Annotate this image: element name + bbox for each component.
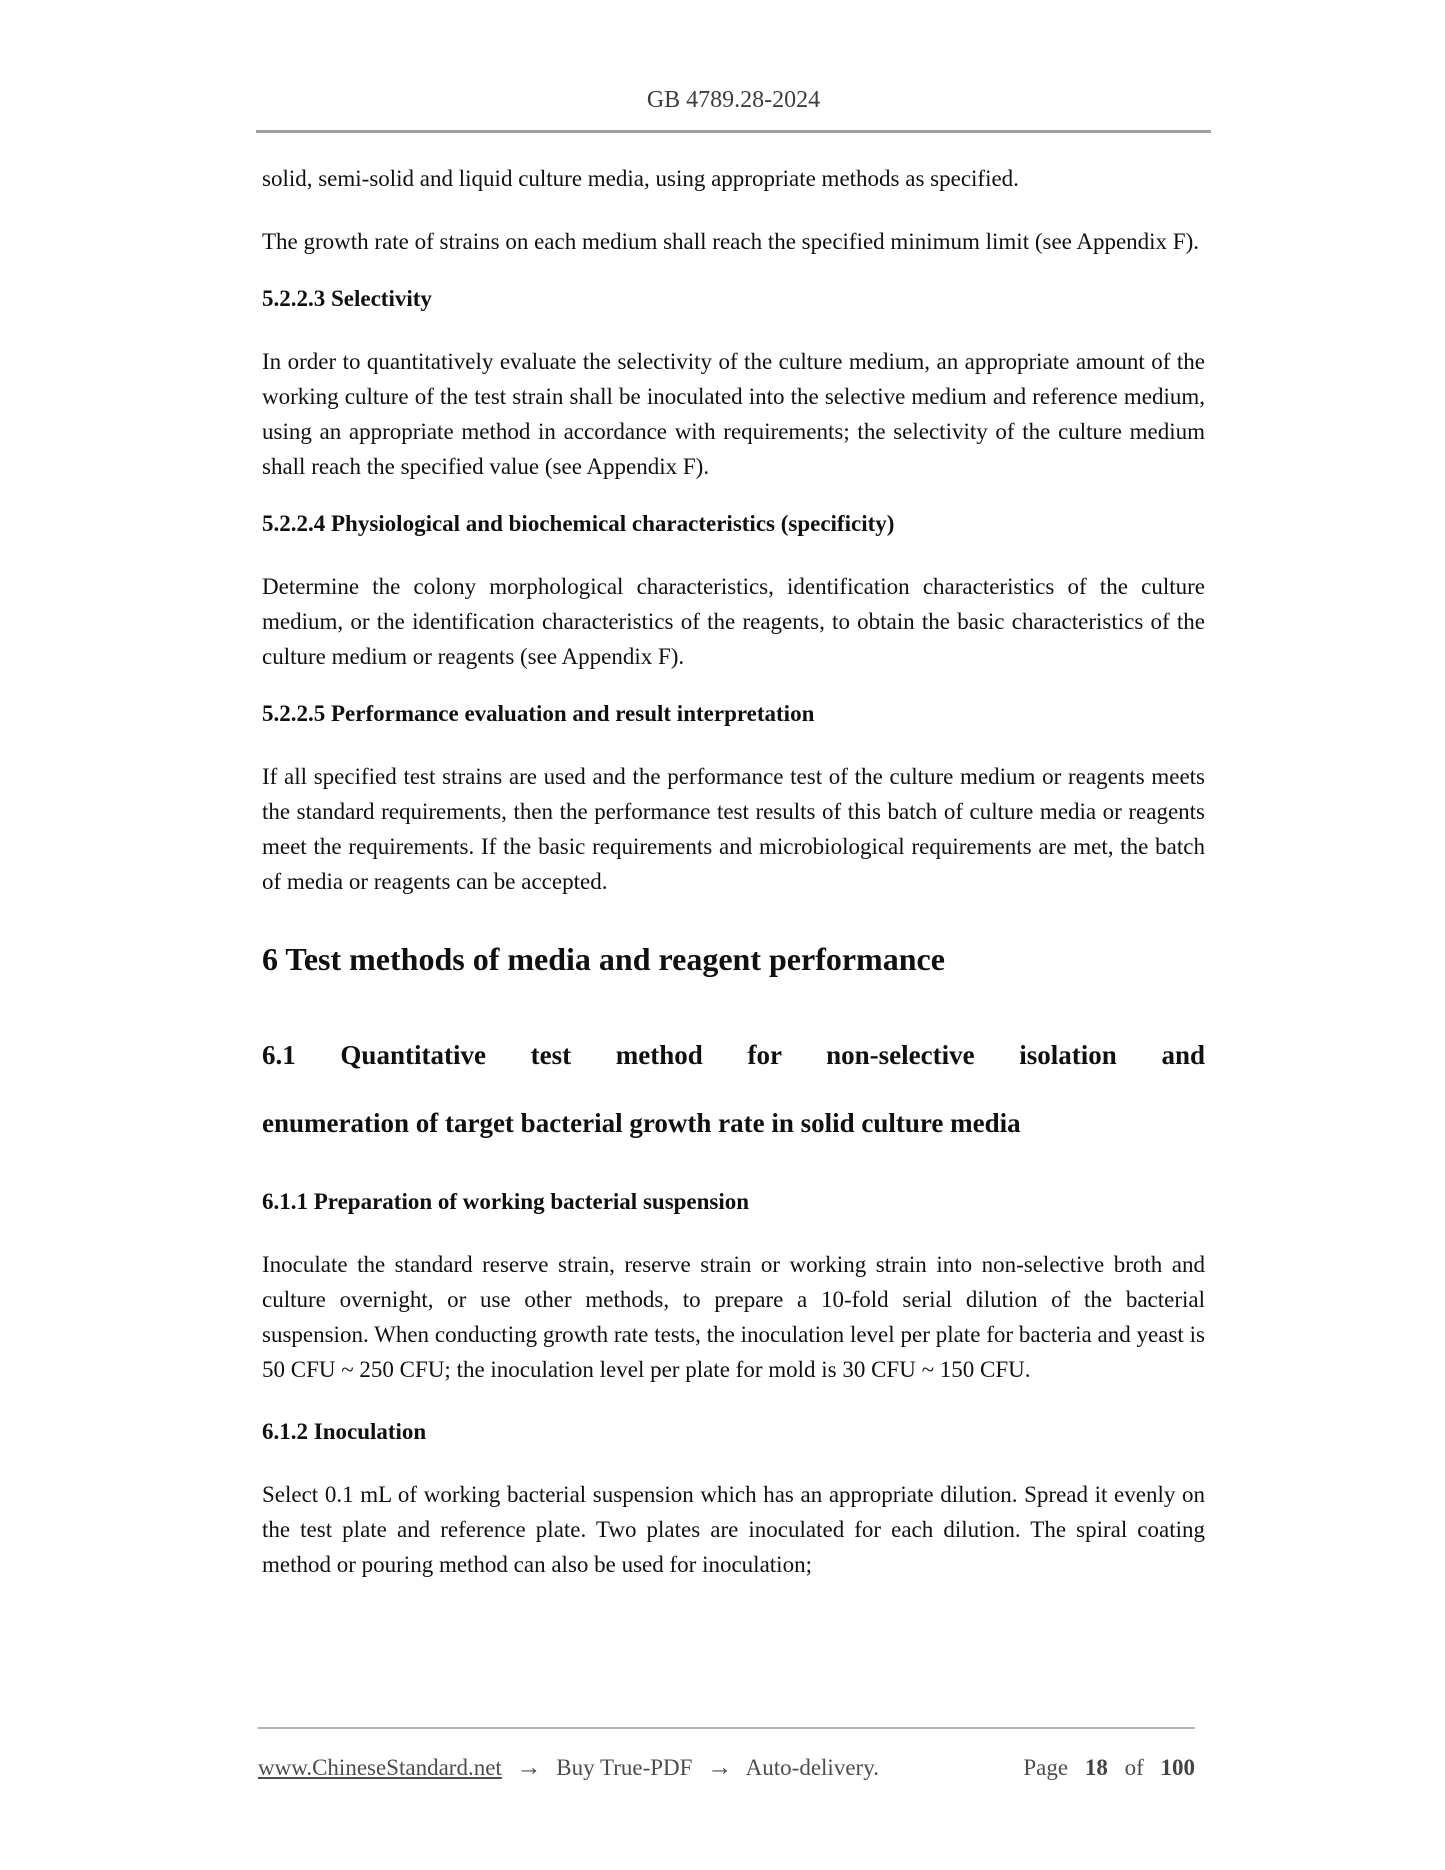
heading-6-test-methods: 6 Test methods of media and reagent performance: [262, 941, 945, 977]
standard-number-header: GB 4789.28-2024: [646, 87, 821, 113]
para-performance-result-interpretation: If all specified test strains are used and the performance test of the culture medium or reagents meets the standard requirements, then the performance test results of this batch of culture media or reagents meet the requirements. If the basic requirements and microbiological requirements are met, the batch of media or reagents can be accepted.: [262, 764, 1205, 894]
para-bacterial-suspension-preparation: Inoculate the standard reserve strain, reserve strain or working strain into non-selective broth and culture overnight, or use other methods, to prepare a 10-fold serial dilution of the bacterial suspension. When conducting growth rate tests, the inoculation level per plate for bacteria and yeast is 50 CFU ~ 250 CFU; the inoculation level per plate for mold is 30 CFU ~ 150 CFU.: [262, 1252, 1205, 1382]
para-growth-rate-limit: The growth rate of strains on each medium shall reach the specified minimum limit (see Appendix F).: [262, 229, 1200, 254]
footer-total-pages: 100: [1160, 1755, 1195, 1780]
heading-6-1-2-inoculation: 6.1.2 Inoculation: [262, 1419, 427, 1444]
heading-6-1-quantitative-test-method: [262, 1021, 1205, 1157]
heading-6-1-1-preparation: 6.1.1 Preparation of working bacterial suspension: [262, 1189, 750, 1214]
heading-6-1-line-2: enumeration of target bacterial growth rate in solid culture media: [262, 1108, 1021, 1138]
para-specificity-determination: Determine the colony morphological characteristics, identification characteristics of the culture medium, or the identification characteristics of the reagents, to obtain the basic characteristics of the culture medium or reagents (see Appendix F).: [262, 574, 1205, 669]
footer-arrow-icon: →: [516, 1754, 542, 1781]
para-inoculation-method: Select 0.1 mL of working bacterial suspension which has an appropriate dilution. Spread it evenly on the test plate and reference plate. Two plates are inoculated for each dilution. The spiral coating method or pouring method can also be used for inoculation;: [262, 1482, 1205, 1577]
heading-5-2-2-5-performance-evaluation: 5.2.2.5 Performance evaluation and result interpretation: [262, 701, 815, 726]
footer-of-label: of: [1124, 1755, 1144, 1780]
footer-row: [258, 1754, 1195, 1782]
footer-page-number: 18: [1084, 1755, 1108, 1780]
footer-page-indicator: [1012, 1755, 1195, 1781]
para-intro-continuation: solid, semi-solid and liquid culture media, using appropriate methods as specified.: [262, 166, 1019, 191]
footer-website-link[interactable]: www.ChineseStandard.net: [258, 1755, 502, 1780]
footer-page-label: Page: [1023, 1755, 1069, 1780]
footer-promo-text: [258, 1754, 888, 1782]
footer-arrow-icon: →: [707, 1754, 733, 1781]
page-footer: [258, 1727, 1195, 1782]
heading-6-1-line-1: 6.1 Quantitative test method for non-selective isolation and: [262, 1040, 1205, 1070]
footer-buy-label: Buy True-PDF: [556, 1755, 693, 1780]
header-divider: [256, 130, 1211, 133]
para-selectivity-evaluation: In order to quantitatively evaluate the selectivity of the culture medium, an appropriate amount of the working culture of the test strain shall be inoculated into the selective medium and reference medium, using an appropriate method in accordance with requirements; the selectivity of the culture medium shall reach the specified value (see Appendix F).: [262, 349, 1205, 479]
heading-5-2-2-3-selectivity: 5.2.2.3 Selectivity: [262, 286, 432, 311]
heading-5-2-2-4-specificity: 5.2.2.4 Physiological and biochemical characteristics (specificity): [262, 511, 895, 536]
footer-delivery-label: Auto-delivery.: [745, 1755, 879, 1780]
